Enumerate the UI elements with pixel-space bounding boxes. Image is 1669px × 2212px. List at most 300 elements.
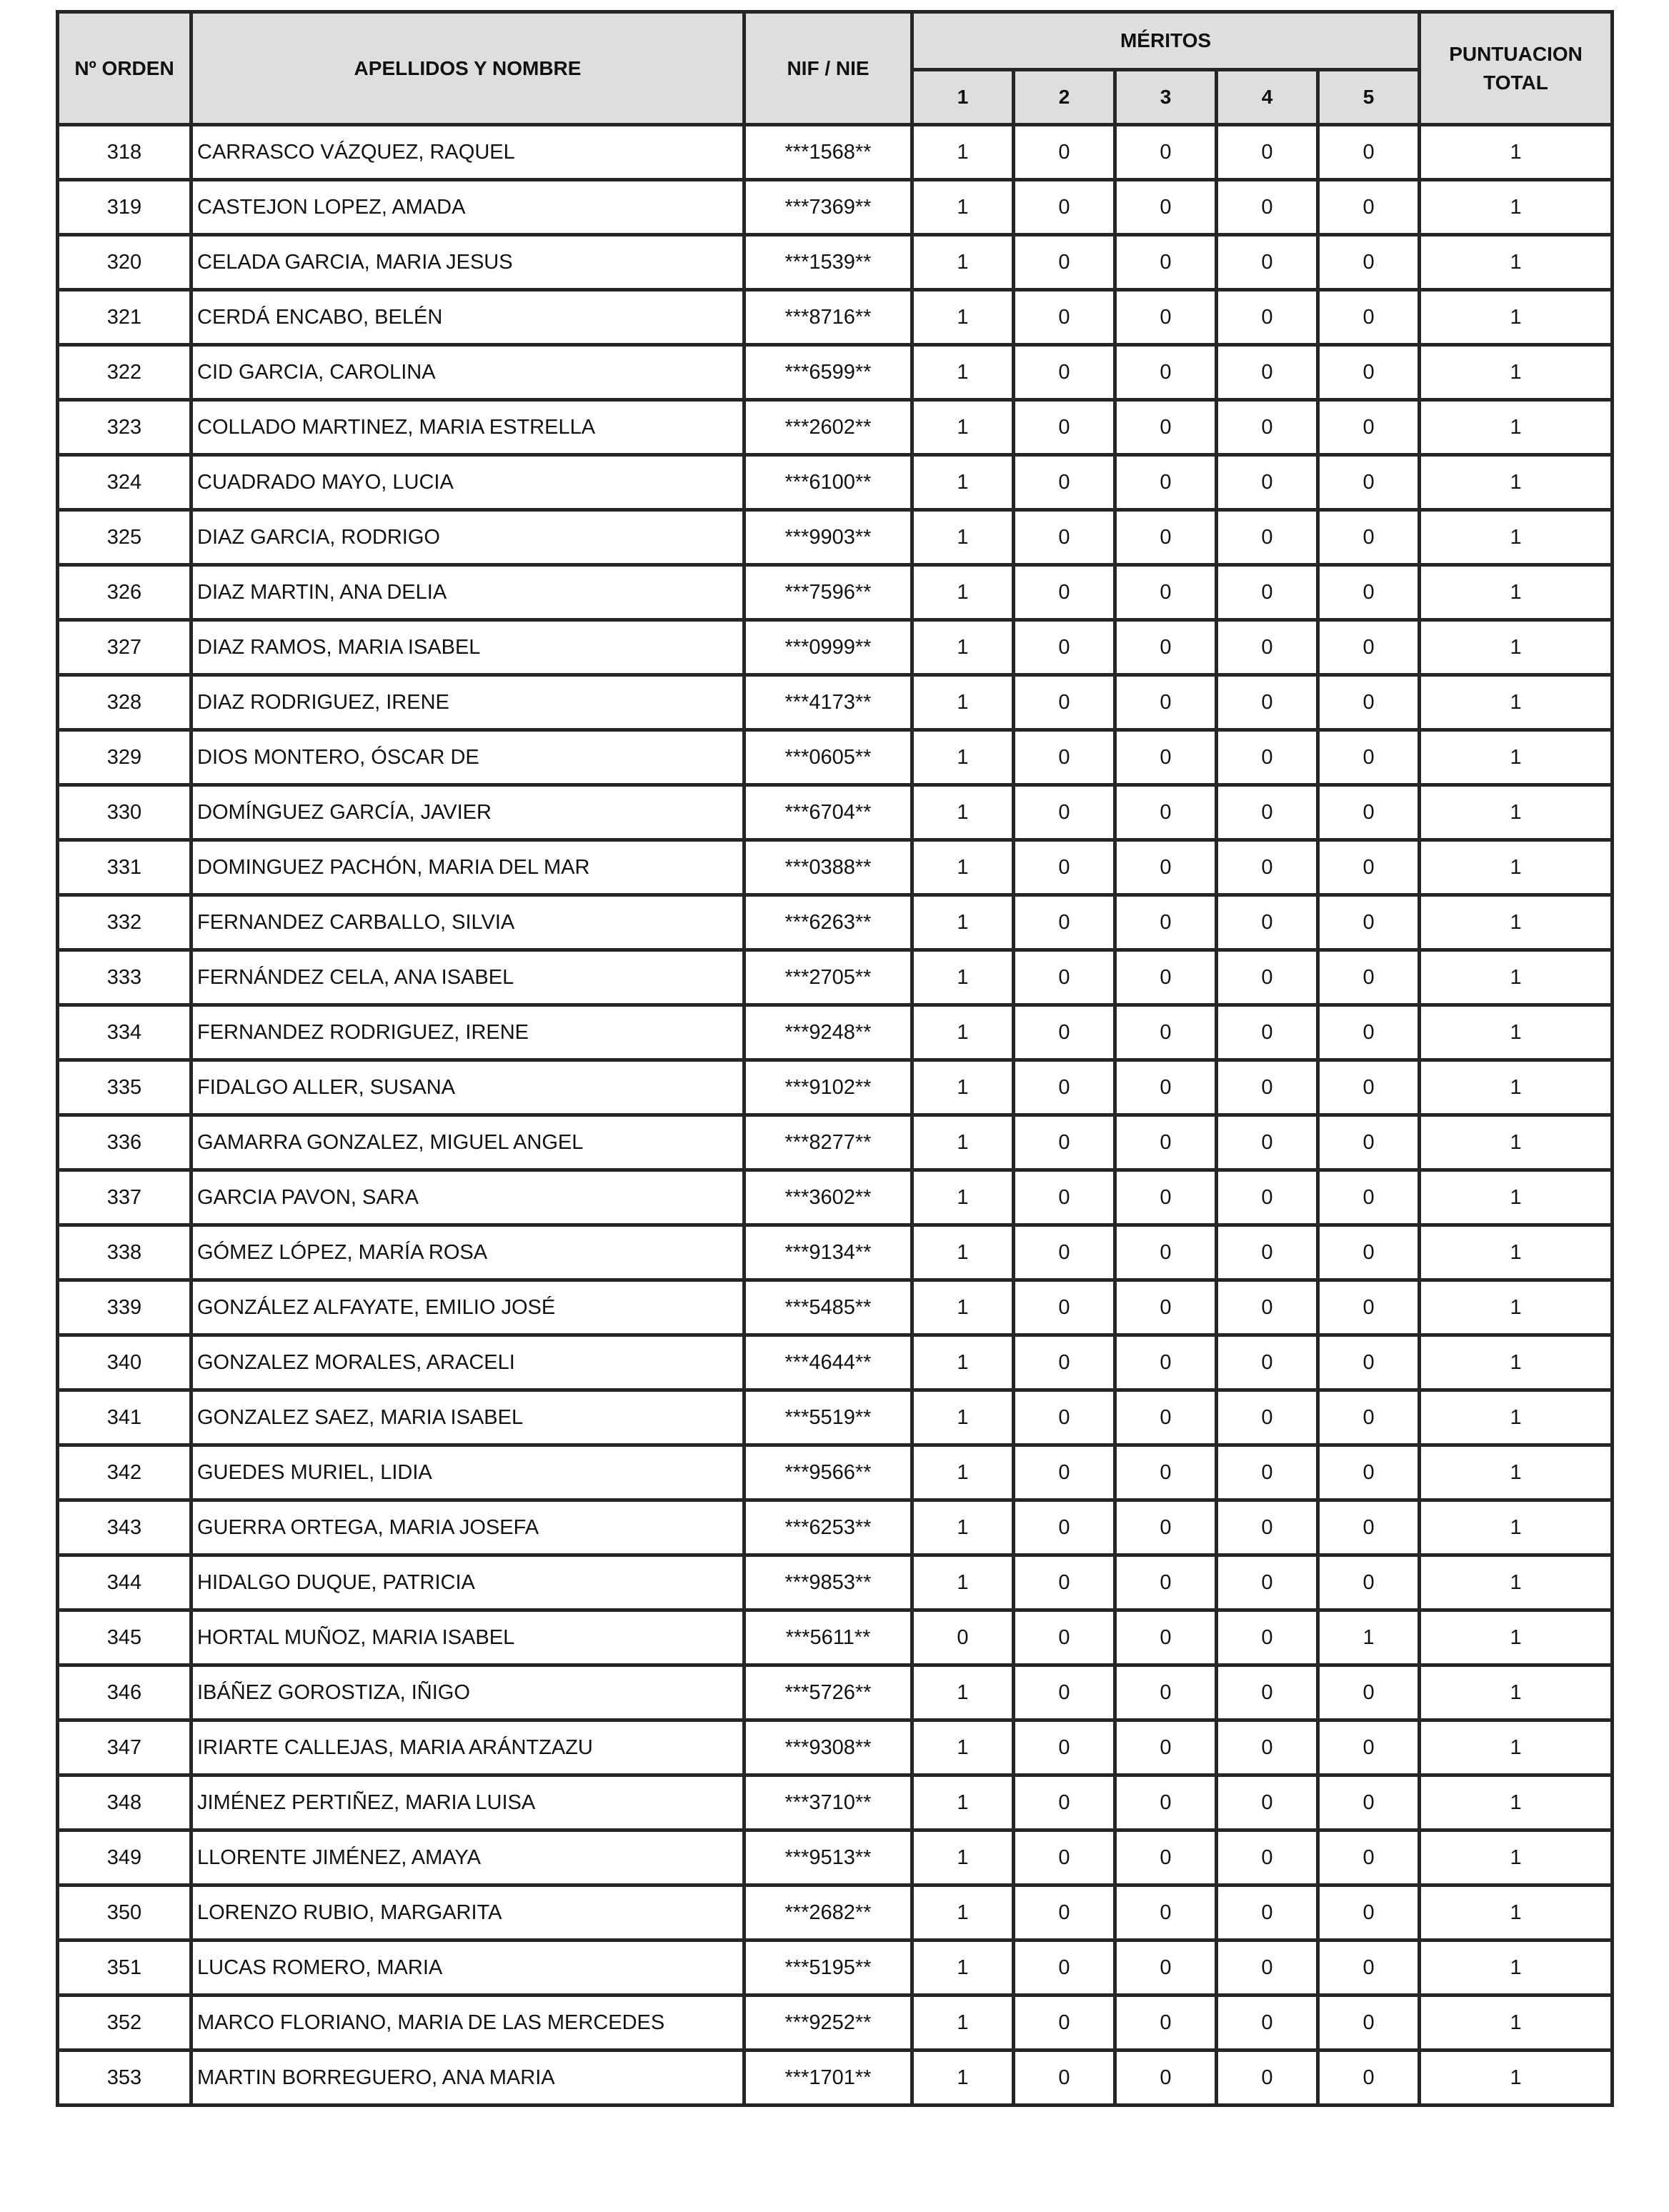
merito-4-cell: 0 [1217,1885,1318,1941]
nif-cell: ***5611** [744,1610,912,1665]
name-cell: IBÁÑEZ GOROSTIZA, IÑIGO [191,1665,744,1720]
nif-cell: ***7369** [744,180,912,235]
name-cell: LORENZO RUBIO, MARGARITA [191,1885,744,1941]
merito-5-cell: 0 [1318,1390,1420,1445]
merito-4-cell: 0 [1217,1225,1318,1280]
nif-cell: ***7596** [744,565,912,620]
merito-2-cell: 0 [1014,1005,1115,1060]
merito-1-cell: 1 [912,1390,1014,1445]
merito-5-cell: 0 [1318,2051,1420,2106]
merito-4-cell: 0 [1217,1060,1318,1115]
total-cell: 1 [1420,1775,1613,1830]
nif-cell: ***6253** [744,1500,912,1555]
table-row [58,1170,1613,1225]
merito-5-cell: 0 [1318,1280,1420,1335]
merito-4-cell: 0 [1217,1996,1318,2051]
orden-cell: 346 [58,1665,191,1720]
header-merito-4: 4 [1217,70,1318,125]
nif-cell: ***6704** [744,785,912,840]
name-cell: GÓMEZ LÓPEZ, MARÍA ROSA [191,1225,744,1280]
merito-1-cell: 1 [912,1225,1014,1280]
merito-5-cell: 0 [1318,1005,1420,1060]
merito-1-cell: 1 [912,565,1014,620]
merito-1-cell: 1 [912,1665,1014,1720]
orden-cell: 347 [58,1720,191,1775]
merito-3-cell: 0 [1115,950,1217,1005]
orden-cell: 337 [58,1170,191,1225]
table-row [58,1445,1613,1500]
merito-1-cell: 1 [912,290,1014,345]
orden-cell: 338 [58,1225,191,1280]
nif-cell: ***9102** [744,1060,912,1115]
nif-cell: ***8716** [744,290,912,345]
nif-cell: ***4644** [744,1335,912,1390]
orden-cell: 339 [58,1280,191,1335]
name-cell: CARRASCO VÁZQUEZ, RAQUEL [191,125,744,180]
merito-4-cell: 0 [1217,125,1318,180]
merito-1-cell: 1 [912,895,1014,950]
merito-5-cell: 0 [1318,1555,1420,1610]
merito-4-cell: 0 [1217,1170,1318,1225]
total-cell: 1 [1420,1941,1613,1996]
merito-1-cell: 1 [912,1720,1014,1775]
total-cell: 1 [1420,1500,1613,1555]
merito-4-cell: 0 [1217,290,1318,345]
table-row [58,235,1613,290]
merito-5-cell: 0 [1318,1170,1420,1225]
name-cell: CASTEJON LOPEZ, AMADA [191,180,744,235]
total-cell: 1 [1420,1996,1613,2051]
merito-2-cell: 0 [1014,1390,1115,1445]
merito-2-cell: 0 [1014,1996,1115,2051]
merito-3-cell: 0 [1115,1225,1217,1280]
merito-5-cell: 0 [1318,1941,1420,1996]
total-cell: 1 [1420,1830,1613,1885]
name-cell: GONZALEZ MORALES, ARACELI [191,1335,744,1390]
merito-1-cell: 1 [912,1941,1014,1996]
orden-cell: 319 [58,180,191,235]
merito-3-cell: 0 [1115,290,1217,345]
orden-cell: 323 [58,400,191,455]
total-cell: 1 [1420,290,1613,345]
name-cell: HIDALGO DUQUE, PATRICIA [191,1555,744,1610]
merito-2-cell: 0 [1014,840,1115,895]
nif-cell: ***2705** [744,950,912,1005]
merito-3-cell: 0 [1115,1555,1217,1610]
total-cell: 1 [1420,1390,1613,1445]
total-cell: 1 [1420,1665,1613,1720]
merito-1-cell: 1 [912,2051,1014,2106]
merito-1-cell: 1 [912,510,1014,565]
merito-2-cell: 0 [1014,510,1115,565]
merito-2-cell: 0 [1014,180,1115,235]
name-cell: CID GARCIA, CAROLINA [191,345,744,400]
merito-5-cell: 0 [1318,730,1420,785]
name-cell: GONZALEZ SAEZ, MARIA ISABEL [191,1390,744,1445]
name-cell: FERNÁNDEZ CELA, ANA ISABEL [191,950,744,1005]
merito-4-cell: 0 [1217,180,1318,235]
merito-3-cell: 0 [1115,1775,1217,1830]
total-cell: 1 [1420,235,1613,290]
merito-1-cell: 1 [912,1280,1014,1335]
merito-3-cell: 0 [1115,620,1217,675]
merito-2-cell: 0 [1014,2051,1115,2106]
merito-2-cell: 0 [1014,455,1115,510]
total-cell: 1 [1420,1225,1613,1280]
name-cell: DOMINGUEZ PACHÓN, MARIA DEL MAR [191,840,744,895]
total-cell: 1 [1420,1060,1613,1115]
orden-cell: 328 [58,675,191,730]
name-cell: DOMÍNGUEZ GARCÍA, JAVIER [191,785,744,840]
name-cell: GUERRA ORTEGA, MARIA JOSEFA [191,1500,744,1555]
merito-4-cell: 0 [1217,620,1318,675]
merito-5-cell: 0 [1318,1665,1420,1720]
merito-1-cell: 1 [912,1996,1014,2051]
nif-cell: ***1568** [744,125,912,180]
header-merito-1: 1 [912,70,1014,125]
orden-cell: 325 [58,510,191,565]
merito-3-cell: 0 [1115,1280,1217,1335]
merito-4-cell: 0 [1217,730,1318,785]
merito-3-cell: 0 [1115,1941,1217,1996]
nif-cell: ***1539** [744,235,912,290]
total-cell: 1 [1420,510,1613,565]
merito-5-cell: 0 [1318,290,1420,345]
merito-3-cell: 0 [1115,510,1217,565]
nif-cell: ***0605** [744,730,912,785]
table-body [58,125,1613,2106]
table-row [58,565,1613,620]
orden-cell: 324 [58,455,191,510]
name-cell: HORTAL MUÑOZ, MARIA ISABEL [191,1610,744,1665]
nif-cell: ***9134** [744,1225,912,1280]
merito-2-cell: 0 [1014,620,1115,675]
nif-cell: ***4173** [744,675,912,730]
merito-4-cell: 0 [1217,1610,1318,1665]
name-cell: LUCAS ROMERO, MARIA [191,1941,744,1996]
table-header [58,12,1613,125]
merito-1-cell: 1 [912,235,1014,290]
table-row [58,1665,1613,1720]
merito-3-cell: 0 [1115,345,1217,400]
nif-cell: ***9308** [744,1720,912,1775]
total-cell: 1 [1420,345,1613,400]
merito-1-cell: 1 [912,620,1014,675]
name-cell: DIAZ RAMOS, MARIA ISABEL [191,620,744,675]
table-row [58,675,1613,730]
orden-cell: 351 [58,1941,191,1996]
merito-2-cell: 0 [1014,1500,1115,1555]
table-row [58,400,1613,455]
merito-2-cell: 0 [1014,125,1115,180]
merito-3-cell: 0 [1115,895,1217,950]
merito-3-cell: 0 [1115,1830,1217,1885]
merito-3-cell: 0 [1115,730,1217,785]
merito-2-cell: 0 [1014,1665,1115,1720]
merito-5-cell: 0 [1318,1500,1420,1555]
merito-3-cell: 0 [1115,180,1217,235]
table-row [58,1225,1613,1280]
total-cell: 1 [1420,1115,1613,1170]
orden-cell: 352 [58,1996,191,2051]
merito-3-cell: 0 [1115,1445,1217,1500]
table-row [58,1610,1613,1665]
merito-5-cell: 0 [1318,125,1420,180]
merito-2-cell: 0 [1014,1170,1115,1225]
table-row [58,840,1613,895]
header-merito-2: 2 [1014,70,1115,125]
orden-cell: 329 [58,730,191,785]
orden-cell: 340 [58,1335,191,1390]
table-row [58,1115,1613,1170]
merito-4-cell: 0 [1217,1665,1318,1720]
orden-cell: 342 [58,1445,191,1500]
total-cell: 1 [1420,1280,1613,1335]
nif-cell: ***5195** [744,1941,912,1996]
merito-1-cell: 1 [912,950,1014,1005]
nif-cell: ***9248** [744,1005,912,1060]
name-cell: GONZÁLEZ ALFAYATE, EMILIO JOSÉ [191,1280,744,1335]
name-cell: FERNANDEZ RODRIGUEZ, IRENE [191,1005,744,1060]
total-cell: 1 [1420,950,1613,1005]
table-row [58,125,1613,180]
merito-2-cell: 0 [1014,785,1115,840]
merito-4-cell: 0 [1217,510,1318,565]
nif-cell: ***5726** [744,1665,912,1720]
merito-2-cell: 0 [1014,1941,1115,1996]
nif-cell: ***9903** [744,510,912,565]
merito-1-cell: 1 [912,1445,1014,1500]
merito-1-cell: 1 [912,1775,1014,1830]
merito-3-cell: 0 [1115,1665,1217,1720]
merito-4-cell: 0 [1217,345,1318,400]
table-row [58,1775,1613,1830]
orden-cell: 321 [58,290,191,345]
merito-3-cell: 0 [1115,1610,1217,1665]
merito-2-cell: 0 [1014,1280,1115,1335]
total-cell: 1 [1420,675,1613,730]
merito-5-cell: 0 [1318,785,1420,840]
name-cell: MARTIN BORREGUERO, ANA MARIA [191,2051,744,2106]
nif-cell: ***0999** [744,620,912,675]
merito-5-cell: 0 [1318,1720,1420,1775]
merito-2-cell: 0 [1014,1885,1115,1941]
merito-3-cell: 0 [1115,400,1217,455]
total-cell: 1 [1420,565,1613,620]
merito-4-cell: 0 [1217,1941,1318,1996]
merito-3-cell: 0 [1115,1500,1217,1555]
name-cell: CUADRADO MAYO, LUCIA [191,455,744,510]
merito-5-cell: 0 [1318,1996,1420,2051]
table-row [58,1390,1613,1445]
orden-cell: 336 [58,1115,191,1170]
merito-5-cell: 0 [1318,1060,1420,1115]
merito-1-cell: 1 [912,1005,1014,1060]
merito-3-cell: 0 [1115,1996,1217,2051]
total-cell: 1 [1420,1005,1613,1060]
nif-cell: ***6263** [744,895,912,950]
merito-2-cell: 0 [1014,1060,1115,1115]
name-cell: IRIARTE CALLEJAS, MARIA ARÁNTZAZU [191,1720,744,1775]
merito-3-cell: 0 [1115,1005,1217,1060]
table-row [58,180,1613,235]
merito-3-cell: 0 [1115,1885,1217,1941]
total-cell: 1 [1420,730,1613,785]
merito-5-cell: 0 [1318,1885,1420,1941]
name-cell: FERNANDEZ CARBALLO, SILVIA [191,895,744,950]
merito-1-cell: 1 [912,180,1014,235]
total-cell: 1 [1420,1170,1613,1225]
total-cell: 1 [1420,1555,1613,1610]
header-orden: Nº ORDEN [58,12,191,125]
merito-4-cell: 0 [1217,840,1318,895]
merito-5-cell: 0 [1318,1445,1420,1500]
merito-3-cell: 0 [1115,1115,1217,1170]
header-merito-3: 3 [1115,70,1217,125]
merito-2-cell: 0 [1014,400,1115,455]
orden-cell: 348 [58,1775,191,1830]
orden-cell: 330 [58,785,191,840]
merito-5-cell: 1 [1318,1610,1420,1665]
name-cell: CELADA GARCIA, MARIA JESUS [191,235,744,290]
merito-1-cell: 1 [912,1500,1014,1555]
merito-2-cell: 0 [1014,1225,1115,1280]
merito-5-cell: 0 [1318,345,1420,400]
merito-1-cell: 1 [912,345,1014,400]
orden-cell: 344 [58,1555,191,1610]
nif-cell: ***6599** [744,345,912,400]
total-cell: 1 [1420,840,1613,895]
orden-cell: 350 [58,1885,191,1941]
header-nombre: APELLIDOS Y NOMBRE [191,12,744,125]
merito-1-cell: 1 [912,1170,1014,1225]
total-cell: 1 [1420,1885,1613,1941]
name-cell: CERDÁ ENCABO, BELÉN [191,290,744,345]
merito-2-cell: 0 [1014,1610,1115,1665]
name-cell: DIOS MONTERO, ÓSCAR DE [191,730,744,785]
orden-cell: 332 [58,895,191,950]
merito-4-cell: 0 [1217,565,1318,620]
merito-5-cell: 0 [1318,235,1420,290]
nif-cell: ***5485** [744,1280,912,1335]
merito-2-cell: 0 [1014,675,1115,730]
merito-1-cell: 1 [912,1115,1014,1170]
merito-4-cell: 0 [1217,1115,1318,1170]
merito-4-cell: 0 [1217,1830,1318,1885]
nif-cell: ***2682** [744,1885,912,1941]
table-row [58,1280,1613,1335]
merito-2-cell: 0 [1014,565,1115,620]
merito-1-cell: 1 [912,125,1014,180]
merito-2-cell: 0 [1014,290,1115,345]
merito-3-cell: 0 [1115,125,1217,180]
results-table [56,10,1614,2107]
merito-1-cell: 1 [912,840,1014,895]
merito-5-cell: 0 [1318,565,1420,620]
merito-3-cell: 0 [1115,1170,1217,1225]
merito-5-cell: 0 [1318,180,1420,235]
merito-5-cell: 0 [1318,1225,1420,1280]
merito-5-cell: 0 [1318,675,1420,730]
total-cell: 1 [1420,620,1613,675]
nif-cell: ***6100** [744,455,912,510]
merito-1-cell: 1 [912,1555,1014,1610]
merito-4-cell: 0 [1217,950,1318,1005]
merito-1-cell: 1 [912,1335,1014,1390]
merito-5-cell: 0 [1318,1115,1420,1170]
merito-4-cell: 0 [1217,2051,1318,2106]
merito-1-cell: 1 [912,675,1014,730]
orden-cell: 331 [58,840,191,895]
nif-cell: ***2602** [744,400,912,455]
name-cell: MARCO FLORIANO, MARIA DE LAS MERCEDES [191,1996,744,2051]
table-row [58,1720,1613,1775]
orden-cell: 335 [58,1060,191,1115]
merito-3-cell: 0 [1115,1720,1217,1775]
header-meritos: MÉRITOS [912,12,1420,70]
table-row [58,455,1613,510]
merito-3-cell: 0 [1115,675,1217,730]
total-cell: 1 [1420,2051,1613,2106]
total-cell: 1 [1420,455,1613,510]
orden-cell: 345 [58,1610,191,1665]
table-row [58,950,1613,1005]
header-merito-5: 5 [1318,70,1420,125]
nif-cell: ***9252** [744,1996,912,2051]
table-row [58,510,1613,565]
merito-2-cell: 0 [1014,1720,1115,1775]
merito-2-cell: 0 [1014,950,1115,1005]
merito-3-cell: 0 [1115,2051,1217,2106]
merito-1-cell: 1 [912,1060,1014,1115]
nif-cell: ***1701** [744,2051,912,2106]
merito-1-cell: 1 [912,455,1014,510]
total-cell: 1 [1420,1610,1613,1665]
merito-4-cell: 0 [1217,1775,1318,1830]
merito-3-cell: 0 [1115,840,1217,895]
nif-cell: ***0388** [744,840,912,895]
name-cell: COLLADO MARTINEZ, MARIA ESTRELLA [191,400,744,455]
table-row [58,2051,1613,2106]
merito-4-cell: 0 [1217,1280,1318,1335]
table-row [58,1830,1613,1885]
merito-4-cell: 0 [1217,455,1318,510]
orden-cell: 341 [58,1390,191,1445]
merito-5-cell: 0 [1318,950,1420,1005]
table-row [58,730,1613,785]
orden-cell: 320 [58,235,191,290]
name-cell: GARCIA PAVON, SARA [191,1170,744,1225]
merito-1-cell: 1 [912,1830,1014,1885]
total-cell: 1 [1420,125,1613,180]
name-cell: FIDALGO ALLER, SUSANA [191,1060,744,1115]
orden-cell: 333 [58,950,191,1005]
merito-2-cell: 0 [1014,1830,1115,1885]
orden-cell: 353 [58,2051,191,2106]
merito-4-cell: 0 [1217,1555,1318,1610]
merito-4-cell: 0 [1217,895,1318,950]
merito-2-cell: 0 [1014,1115,1115,1170]
merito-4-cell: 0 [1217,1500,1318,1555]
orden-cell: 334 [58,1005,191,1060]
merito-4-cell: 0 [1217,235,1318,290]
name-cell: JIMÉNEZ PERTIÑEZ, MARIA LUISA [191,1775,744,1830]
merito-4-cell: 0 [1217,400,1318,455]
table-row [58,1941,1613,1996]
nif-cell: ***9566** [744,1445,912,1500]
merito-2-cell: 0 [1014,895,1115,950]
nif-cell: ***3602** [744,1170,912,1225]
